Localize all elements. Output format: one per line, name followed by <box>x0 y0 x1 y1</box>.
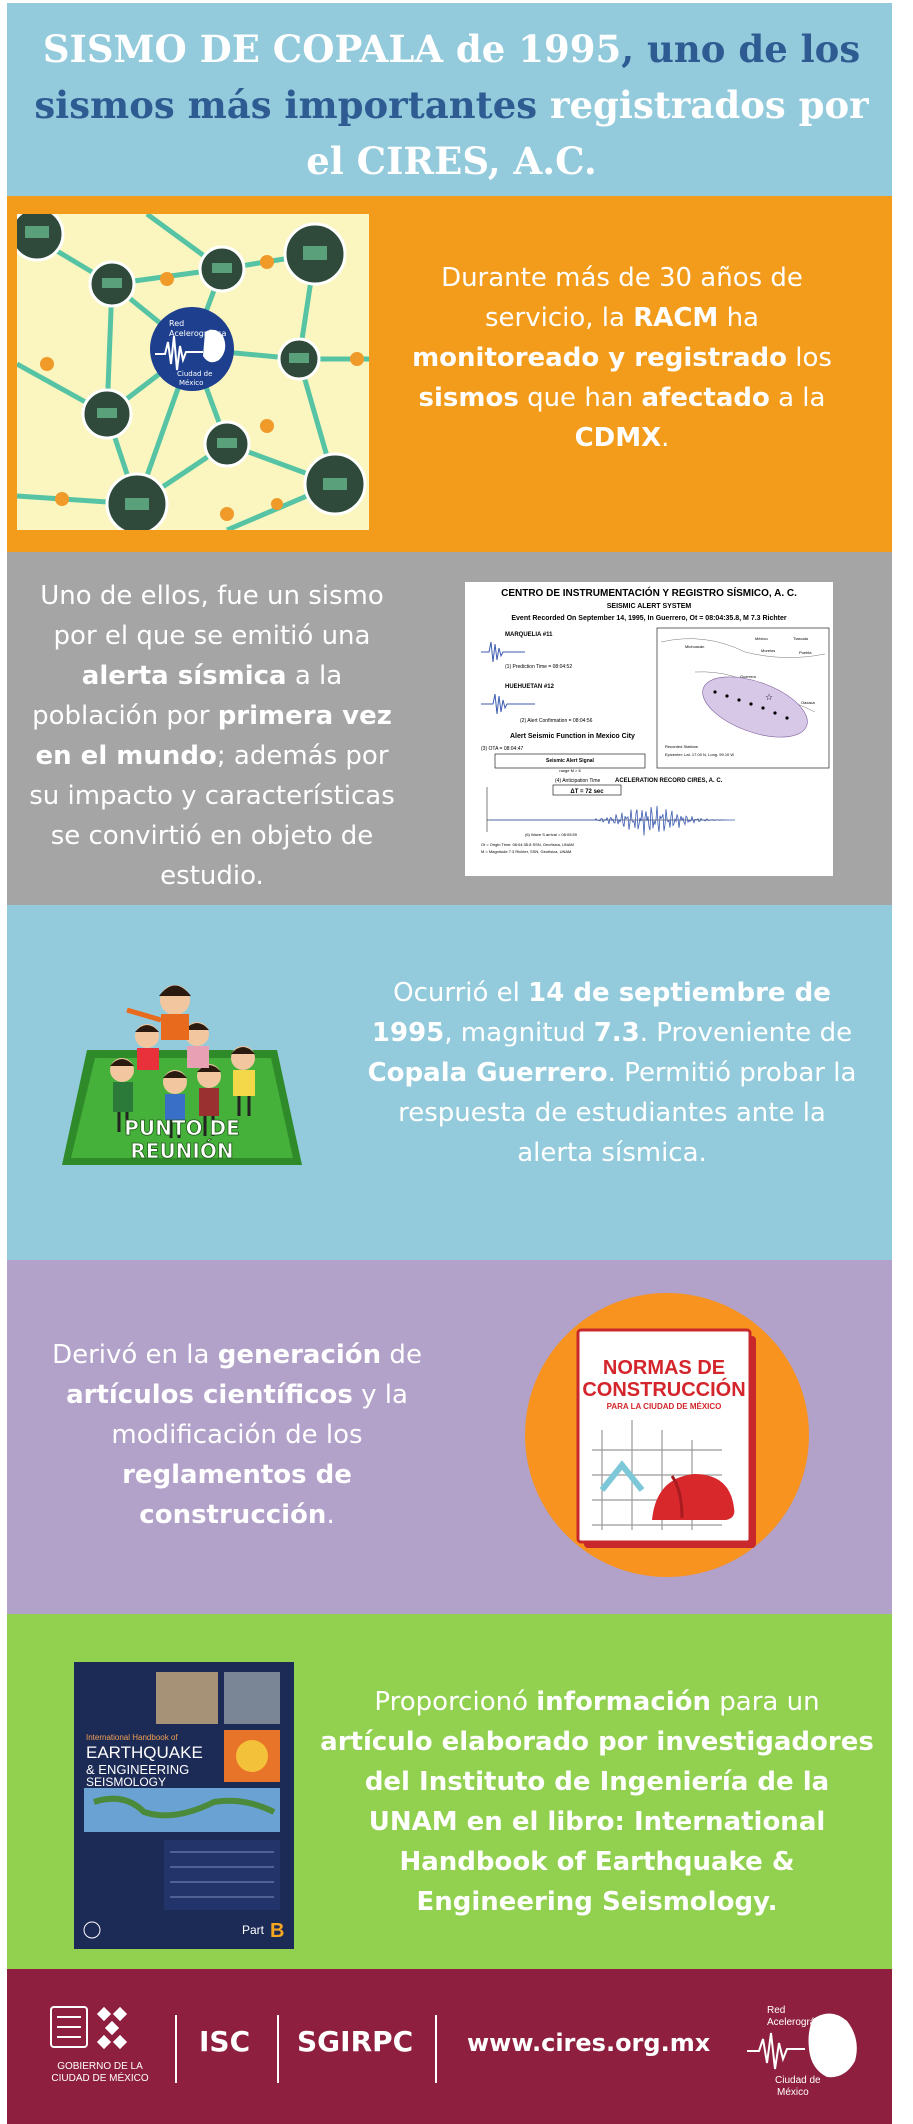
section-monitoring <box>7 196 892 552</box>
footer-divider-2 <box>277 2015 279 2083</box>
isc-logo: ISC <box>199 2025 251 2058</box>
map-label-2: México <box>755 636 768 641</box>
function-title: Alert Seismic Function in Mexico City <box>510 733 635 740</box>
footer-network-label-3: Ciudad de <box>775 2075 821 2086</box>
section-handbook <box>7 1614 892 1969</box>
footer-network-label-4: México <box>777 2087 809 2098</box>
cdmx-government-emblem <box>47 2005 139 2059</box>
website-link[interactable]: www.cires.org.mx <box>467 2029 711 2057</box>
network-footer-logo <box>747 1999 877 2099</box>
record-note-5: M = Magnitude 7.3 Richter, SSN, Geofísica, UNAM <box>481 849 572 854</box>
record-system: SEISMIC ALERT SYSTEM <box>606 603 692 610</box>
construction-norms-book-illustration <box>522 1290 812 1580</box>
handbook-text: Proporcionó información para un artículo elaborado por investigadores del Instituto de Ingeniería de la UNAM en el libro: International Handbook of Earthquake & Engineering Seismology. <box>320 1687 874 1917</box>
map-label-5: Puebla <box>799 650 812 655</box>
handbook-title-1: EARTHQUAKE <box>86 1743 203 1762</box>
wave-s-label: (6) Wave S arrival = 08:05:59 <box>525 832 577 837</box>
map-label-3: Tlaxcala <box>793 636 808 641</box>
handbook-series: International Handbook of <box>86 1733 178 1742</box>
handbook-title-3: SEISMOLOGY <box>86 1775 167 1789</box>
footer <box>7 1969 892 2124</box>
footer-network-label-1: Red <box>767 2005 786 2016</box>
record-event: Event Recorded On September 14, 1995, In Guerrero, Ot = 08:04:35.8, M 7.3 Richter <box>511 615 787 622</box>
section-event <box>7 905 892 1260</box>
page-title <box>19 21 884 189</box>
sign-line-1: PUNTO DE <box>124 1116 240 1140</box>
seismic-alert-record-chart <box>465 582 833 876</box>
record-note-3: (3) OTA = 08:04:47 <box>481 746 524 752</box>
map-label-6: Guerrero <box>740 674 757 679</box>
sign-line-2: REUNIÓN <box>130 1139 234 1163</box>
network-label-4: México <box>179 379 204 387</box>
meeting-point-illustration <box>57 970 307 1180</box>
network-label-1: Red <box>169 319 185 328</box>
title-part-1: SISMO DE COPALA de 1995 <box>42 27 622 71</box>
event-text: Ocurrió el 14 de septiembre de 1995, magnitud 7.3. Proveniente de Copala Guerrero. Permitió probar la respuesta de estudiantes ante la alerta sísmica. <box>367 978 857 1168</box>
sgirpc-logo: SGIRPC <box>297 2025 414 2058</box>
station-2-label: HUEHUETAN #12 <box>505 684 554 690</box>
book-title-1: NORMAS DE <box>602 1357 726 1379</box>
record-note-2: (2) Alert Confirmation = 08:04:56 <box>520 718 593 724</box>
signal-title: Seismic Alert Signal <box>546 758 594 764</box>
book-subtitle: PARA LA CIUDAD DE MÉXICO <box>606 1402 722 1411</box>
station-1-label: MARQUELIA #11 <box>505 632 553 638</box>
regulations-text: Derivó en la generación de artículos científicos y la modificación de los reglamentos de construcción. <box>52 1340 422 1530</box>
map-legend-1: Recorded Stations <box>665 744 698 749</box>
footer-divider-3 <box>435 2015 437 2083</box>
section-regulations <box>7 1260 892 1614</box>
title-part-3: registrados por el CIRES, A.C. <box>306 83 869 183</box>
section-alert <box>7 552 892 905</box>
map-label-4: Morelos <box>761 648 776 653</box>
gov-line-2: CIUDAD DE MÉXICO <box>51 2073 149 2084</box>
map-label-7: Oaxaca <box>801 700 815 705</box>
alert-text: Uno de ellos, fue un sismo por el que se emitió una alerta sísmica a la población por primera vez en el mundo; además por su impacto y características se convirtió en objeto de estudio. <box>29 581 395 891</box>
epicenter-star: ☆ <box>765 693 774 703</box>
handbook-part-letter: B <box>270 1920 285 1942</box>
footer-network-label-2: Acelerográfica <box>767 2017 831 2028</box>
footer-divider-1 <box>175 2015 177 2083</box>
handbook-part-word: Part <box>242 1923 265 1937</box>
signal-range: range M > 6 <box>559 768 581 773</box>
map-label-1: Michoacán <box>685 644 705 649</box>
delta-t-label: ΔT = 72 sec <box>570 789 604 795</box>
handbook-title-2: & ENGINEERING <box>86 1762 190 1777</box>
gov-line-1: GOBIERNO DE LA <box>57 2061 143 2072</box>
title-part-2: , uno de los sismos más importantes <box>34 27 861 127</box>
map-legend-2: Epicenter: Lat. 17.00 N, Long. 99.10 W <box>665 752 735 757</box>
record-note-4: Ot = Origin Time: 08:04:35.8 SSN, Geofísica, UNAM <box>481 842 574 847</box>
network-label-3: Ciudad de <box>177 370 213 378</box>
accel-title: ACELERATION RECORD CIRES, A. C. <box>615 778 723 784</box>
title-band <box>7 3 892 196</box>
anticipation-label: (4) Anticipation Time <box>555 778 601 784</box>
record-org: CENTRO DE INSTRUMENTACIÓN Y REGISTRO SÍSMICO, A. C. <box>501 588 797 599</box>
record-note-1: (1) Prediction Time = 08:04:52 <box>505 664 573 670</box>
gov-label <box>45 2061 155 2085</box>
seismic-network-illustration <box>17 214 369 530</box>
network-label-2: Acelerográfica <box>169 329 227 338</box>
monitoring-text: Durante más de 30 años de servicio, la RACM ha monitoreado y registrado los sismos que han afectado a la CDMX. <box>412 263 832 453</box>
book-title-2: CONSTRUCCIÓN <box>582 1379 746 1401</box>
handbook-cover <box>74 1662 294 1949</box>
